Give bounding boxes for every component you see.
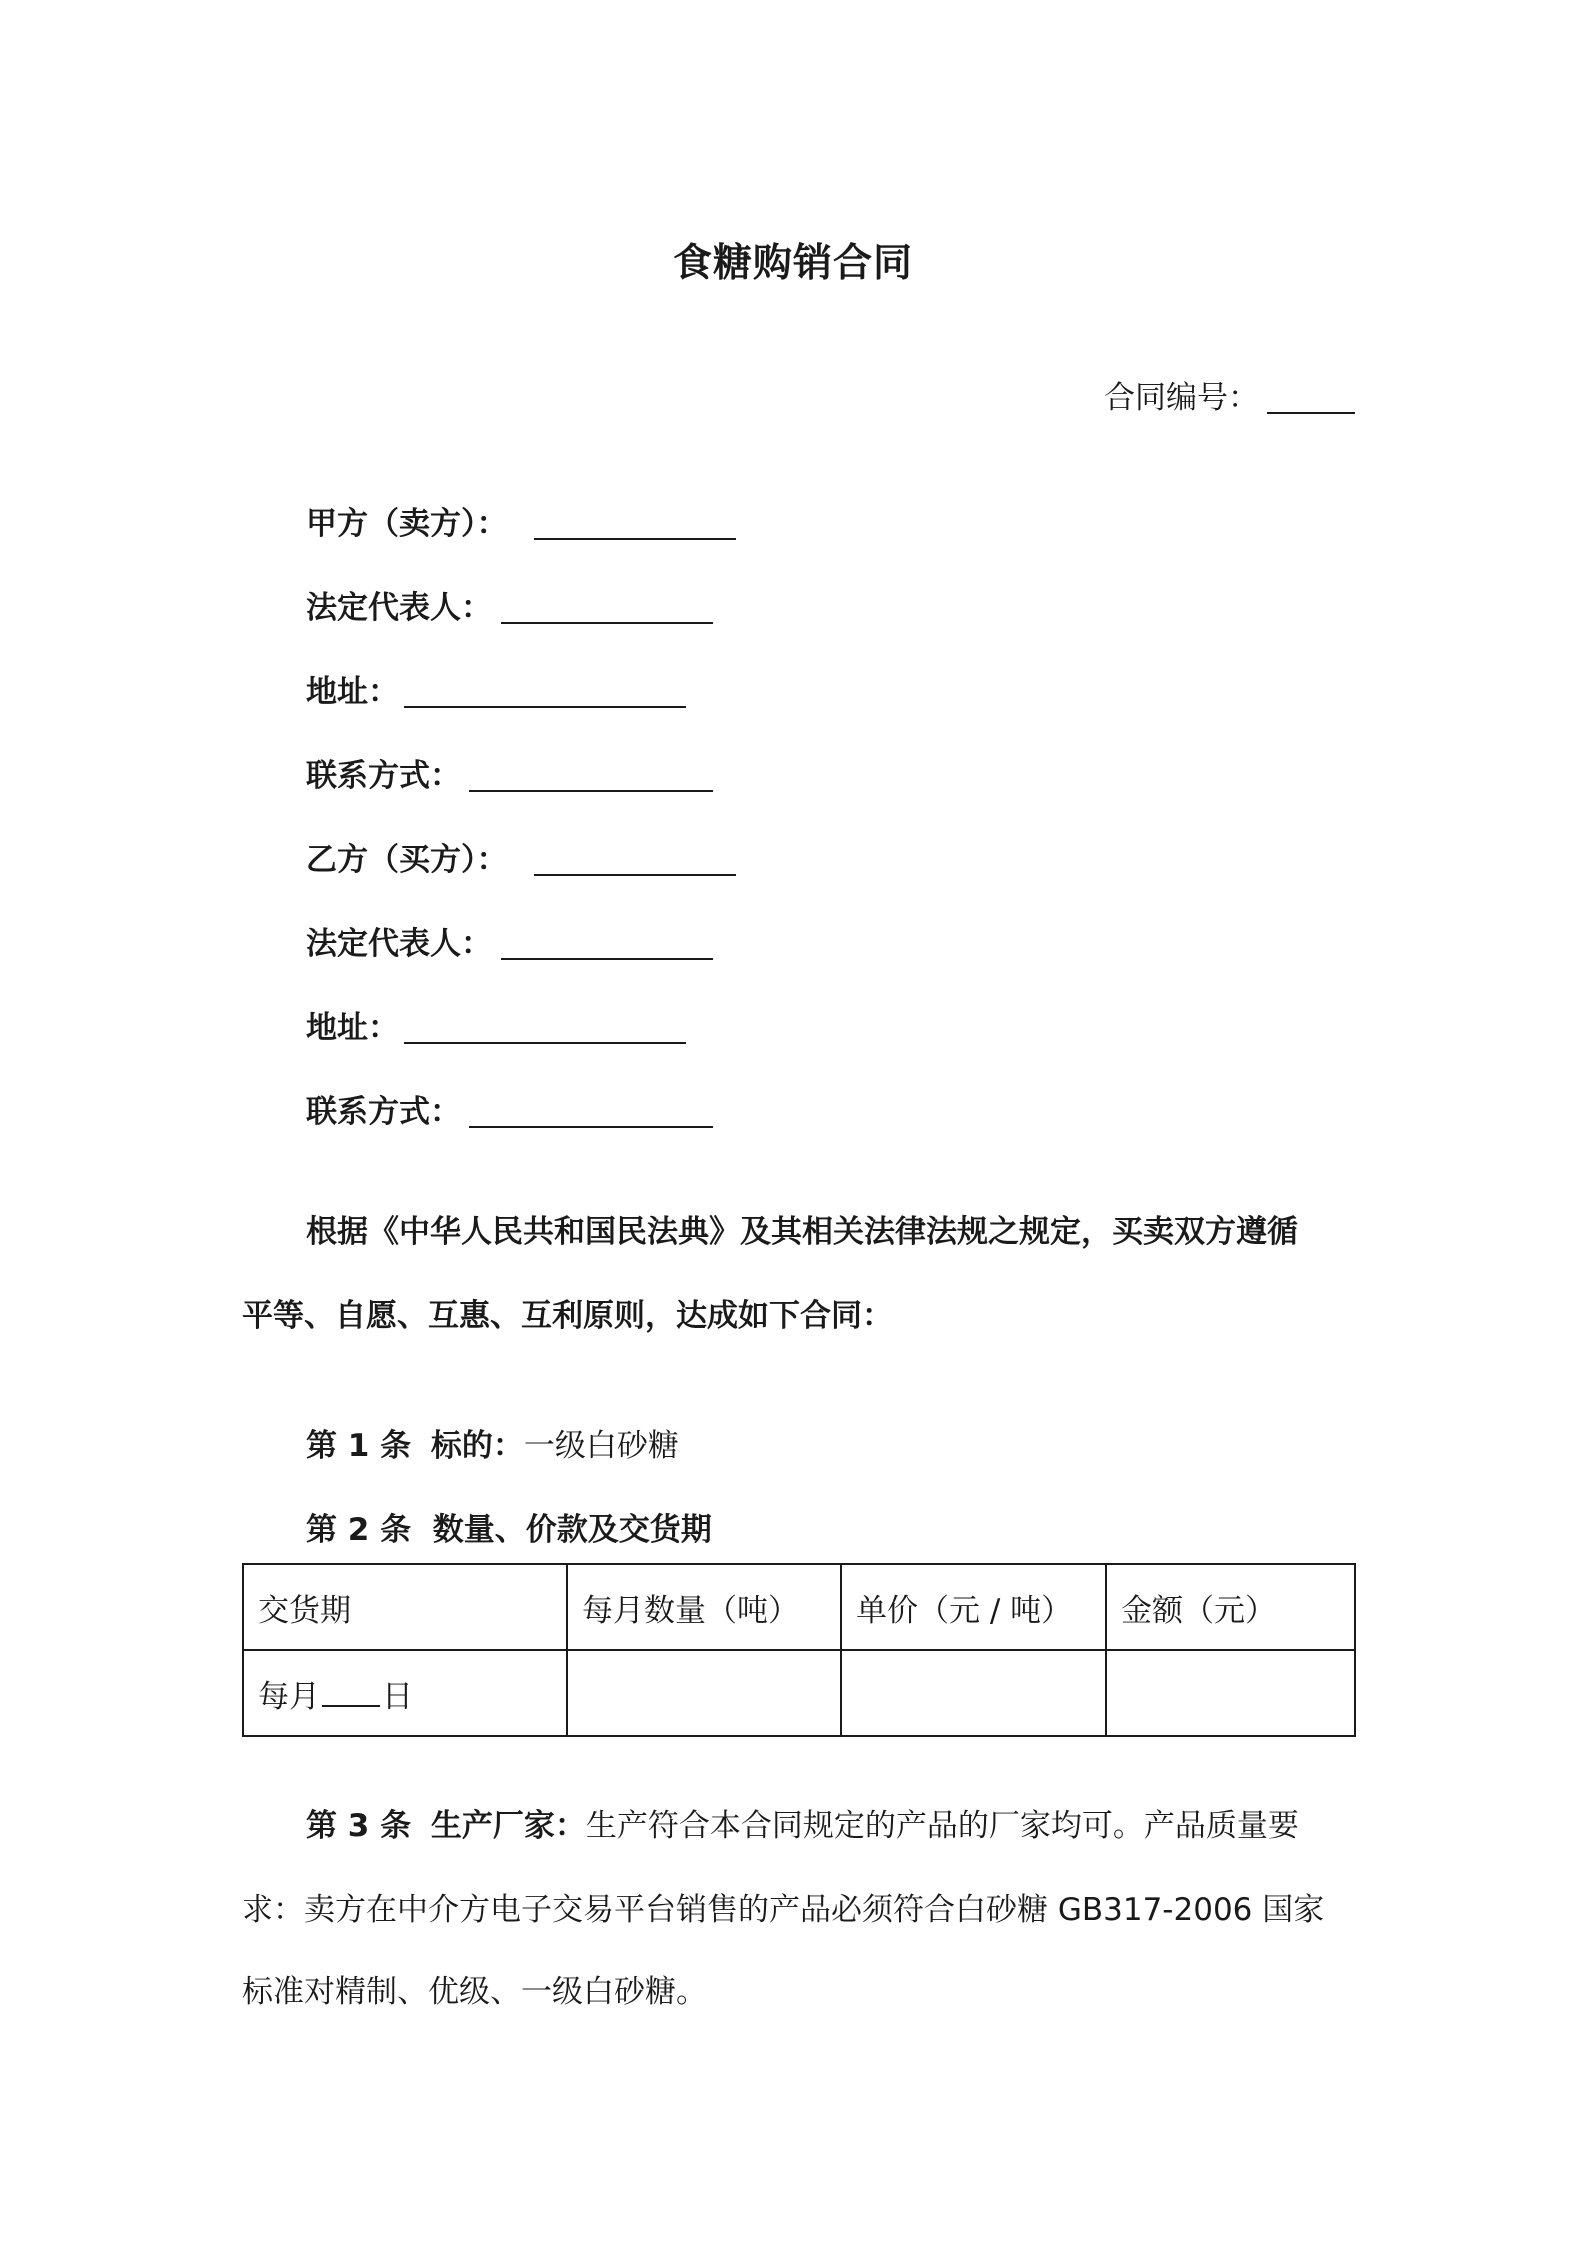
party-b-address-blank[interactable] [404, 1042, 686, 1044]
party-b-rep-label: 法定代表人： [306, 926, 492, 962]
document-title: 食糖购销合同 [672, 241, 913, 286]
table-header-cell: 交货期 [243, 1564, 567, 1650]
table-cell-unit-price[interactable] [841, 1650, 1106, 1736]
preamble-line-2: 平等、自愿、互惠、互利原则，达成如下合同： [242, 1298, 893, 1334]
table-header-cell: 金额（元） [1106, 1564, 1355, 1650]
party-b-name-blank[interactable] [534, 874, 736, 876]
article-1-heading: 第 1 条 [306, 1428, 412, 1464]
article-3-heading: 第 3 条 [306, 1808, 412, 1844]
table-cell-amount[interactable] [1106, 1650, 1355, 1736]
party-a-rep-label: 法定代表人： [306, 590, 492, 626]
article-3-label: 生产厂家： [430, 1808, 586, 1844]
table-header-cell: 单价（元 / 吨） [841, 1564, 1106, 1650]
table-cell-delivery-date [243, 1650, 567, 1736]
article-3-text: 生产符合本合同规定的产品的厂家均可。产品质量要 [585, 1808, 1299, 1844]
article-3-line-1 [306, 1800, 1299, 1845]
contract-number-label: 合同编号： [1104, 380, 1259, 416]
article-1 [306, 1420, 679, 1465]
party-b-contact-blank[interactable] [469, 1126, 713, 1128]
preamble-line-1: 根据《中华人民共和国民法典》及其相关法律法规之规定，买卖双方遵循 [306, 1214, 1298, 1250]
party-a-name-label: 甲方（卖方）： [306, 506, 508, 542]
article-3-line-3: 标准对精制、优级、一级白砂糖。 [242, 1974, 707, 2010]
delivery-date-suffix: 日 [382, 1678, 413, 1715]
delivery-date-prefix: 每月 [258, 1678, 320, 1715]
party-a-name-blank[interactable] [534, 538, 736, 540]
article-2-label: 数量、价款及交货期 [432, 1512, 712, 1548]
article-1-text: 一级白砂糖 [523, 1428, 679, 1464]
contract-number-blank[interactable] [1267, 412, 1355, 414]
table-cell-monthly-quantity[interactable] [567, 1650, 841, 1736]
party-b-contact-label: 联系方式： [306, 1094, 461, 1130]
party-b-address-label: 地址： [306, 1010, 399, 1046]
article-3-line-2: 求：卖方在中介方电子交易平台销售的产品必须符合白砂糖 GB317-2006 国家 [242, 1892, 1325, 1928]
article-1-label: 标的： [430, 1428, 524, 1464]
party-a-contact-blank[interactable] [469, 790, 713, 792]
party-a-rep-blank[interactable] [501, 622, 713, 624]
party-a-contact-label: 联系方式： [306, 758, 461, 794]
party-b-rep-blank[interactable] [501, 958, 713, 960]
table-header-row [243, 1564, 1355, 1650]
delivery-day-blank[interactable] [322, 1679, 380, 1707]
article-2-heading: 第 2 条 [306, 1512, 412, 1548]
delivery-price-table [242, 1563, 1356, 1737]
party-b-name-label: 乙方（买方）： [306, 842, 508, 878]
article-2 [306, 1504, 712, 1549]
party-a-address-label: 地址： [306, 674, 399, 710]
table-row [243, 1650, 1355, 1736]
party-a-address-blank[interactable] [404, 706, 686, 708]
table-header-cell: 每月数量（吨） [567, 1564, 841, 1650]
